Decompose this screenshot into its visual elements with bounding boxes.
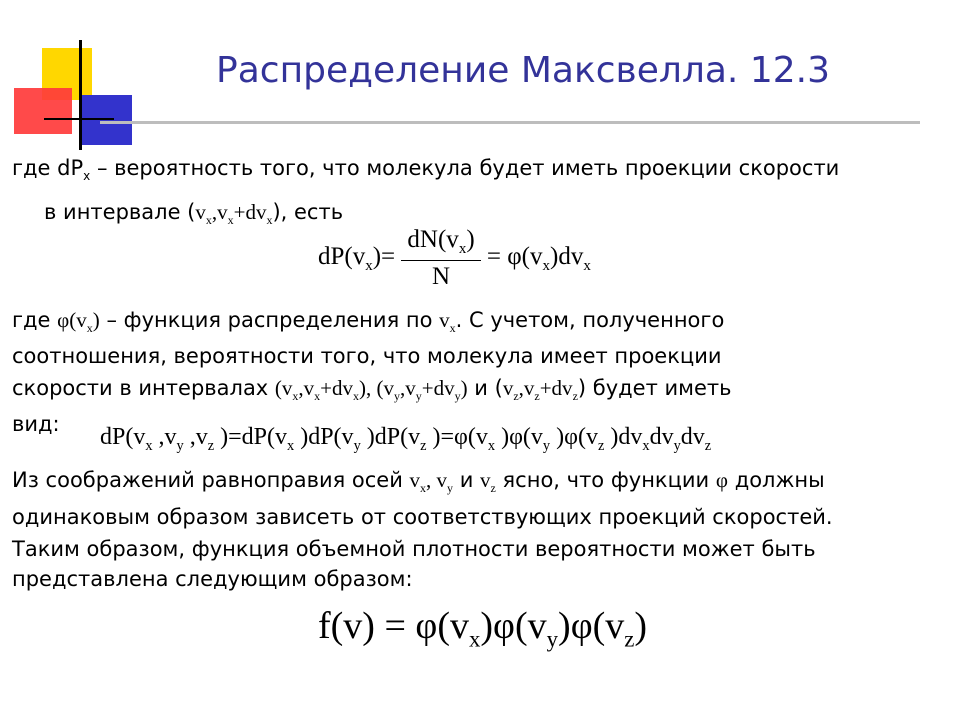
p3-line1: Из соображений равноправия осей $v_x$, $v_y$ и $v_z$ ясно, что функции φ должны [12,468,825,496]
p1-line1: где $dP_x$ – вероятность того, что молекула будет иметь проекции скорости [12,156,840,184]
p3-line4: представлена следующим образом: [12,567,413,591]
equation-dP-joint: $dP(v_x$ $,v_y$ $,v_z$ )$=dP(v_x$ )$dP(v_y$ )$dP(v_z$ )$=\varphi(v_x$ )$\varphi(v_y$ )$\varphi(v_z$ )$dv_xdv_ydv_z$ [100,424,712,454]
p1-line2: в интервале $(v_x,v_x+dv_x)$, есть [44,200,344,228]
equation-dP-vx: $dP(v_x)=$ $\frac{dN(v_x)}{N}$ = $\varphi(v_x)dv_x$ [318,226,591,290]
fraction-dN-over-N: $\frac{dN(v_x)}{N}$ [401,226,480,291]
p3-line3: Таким образом, функция объемной плотности вероятности может быть [12,537,816,561]
decor-gray-rule [100,121,920,124]
p3-line2: одинаковым образом зависеть от соответствующих проекций скоростей. [12,505,833,529]
p2-line2: соотношения, вероятности того, что молекула имеет проекции [12,344,722,368]
equation-f-v: $f(v) = \varphi(v_x)\varphi(v_y)\varphi(v_z)$ [318,605,648,652]
page-title: Распределение Максвелла. 12.3 [216,50,830,91]
decor-vertical-line [79,40,82,150]
decor-blue-square [82,95,132,145]
decor-horizontal-line [44,118,114,120]
p2-line4: вид: [12,412,60,436]
decor-red-square [14,88,72,134]
p2-line3: скорости в интервалах $(v_x,v_x+dv_x)$, $(v_y,v_y+dv_y)$ и $(v_z,v_z+dv_z)$ будет иметь [12,376,732,404]
p2-line1: где $\varphi(v_x)$ – функция распределения по $v_x$. С учетом, полученного [12,308,725,336]
